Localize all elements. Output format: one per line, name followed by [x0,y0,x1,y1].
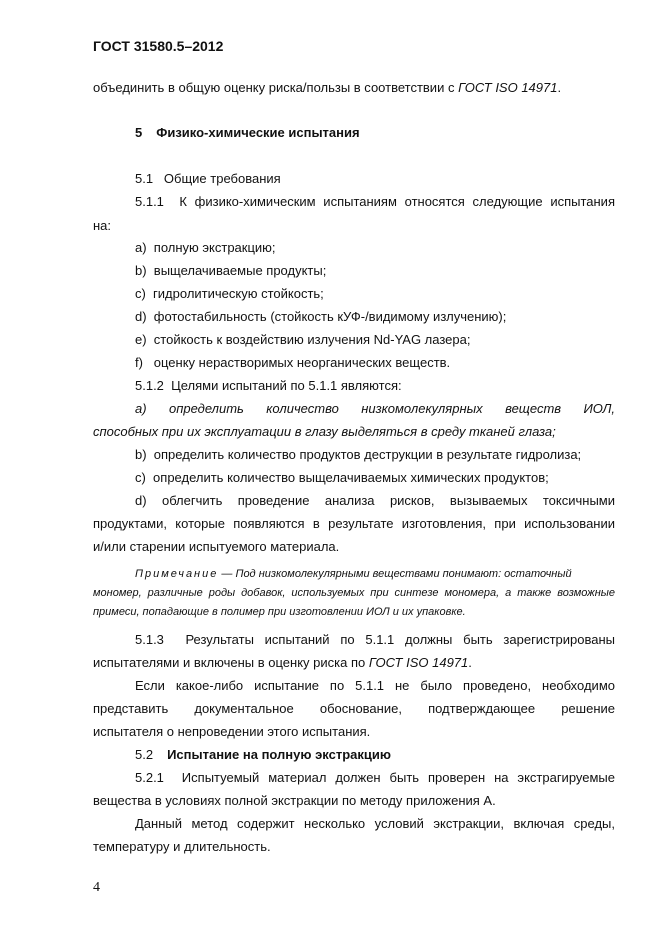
paragraph-5-1-1-line-1: 5.1.1 К физико-химическим испытаниям относятся следующие испытания [135,194,615,209]
test-item-f: f) оценку нерастворимых неорганических веществ. [135,355,451,370]
paragraph-5-1-1-line-2: на: [93,218,112,233]
goal-c: c) определить количество выщелачиваемых химических продуктов; [135,470,549,485]
missing-test-line-1: Если какое-либо испытание по 5.1.1 не было проведено, необходимо [135,678,615,693]
test-item-e: e) стойкость к воздействию излучения Nd-YAG лазера; [135,332,471,347]
goal-d-line-3: и/или старении испытуемого материала. [93,539,340,554]
paragraph-5-2-1-line-2: вещества в условиях полной экстракции по методу приложения А. [93,793,496,808]
intro-paragraph: объединить в общую оценку риска/пользы в соответствии с ГОСТ ISO 14971. [93,80,562,95]
subsection-5-2-heading [135,747,391,763]
test-item-a: a) полную экстракцию; [135,240,276,255]
goal-b: b) определить количество продуктов деструкции в результате гидролиза; [135,447,582,462]
note-label: Примечание [135,568,219,580]
s513-standard-ref: ГОСТ ISO 14971 [368,655,469,670]
method-line-2: температуру и длительность. [93,839,271,854]
section-5-heading [135,125,360,141]
missing-test-line-3: испытателя о непроведении этого испытания. [93,724,371,739]
intro-standard-ref: ГОСТ ISO 14971 [458,80,558,95]
paragraph-5-2-1-line-1: 5.2.1 Испытуемый материал должен быть проверен на экстрагируемые [135,770,615,785]
test-item-c: c) гидролитическую стойкость; [135,286,324,301]
goal-a-line-2: способных при их эксплуатации в глазу выделяться в среду тканей глаза; [93,424,556,439]
missing-test-line-2: представить документальное обоснование, подтверждающее решение [93,701,615,716]
test-item-d: d) фотостабильность (стойкость кУФ-/видимому излучению); [135,309,507,324]
goal-a-line-1: а) определить количество низкомолекулярных веществ ИОЛ, [135,401,615,416]
page-number: 4 [93,880,100,895]
subsection-5-1-heading: 5.1 Общие требования [135,171,281,186]
subsection-5-2-title: Испытание на полную экстракцию [167,747,391,762]
paragraph-5-1-3-line-2: испытателями и включены в оценку риска по ГОСТ ISO 14971. [93,655,472,670]
note-line-1: Примечание — Под низкомолекулярными веществами понимают: остаточный [135,568,572,580]
method-line-1: Данный метод содержит несколько условий экстракции, включая среды, [135,816,615,831]
goal-d-line-2: продуктами, которые появляются в результате изготовления, при использовании [93,516,615,531]
section-5-title: Физико-химические испытания [156,125,360,140]
note-line-2: мономер, различные роды добавок, используемых при синтезе мономера, а также возможные [93,587,615,599]
paragraph-5-1-2: 5.1.2 Целями испытаний по 5.1.1 являются: [135,378,402,393]
subsection-5-2-number: 5.2 [135,747,154,762]
document-header: ГОСТ 31580.5–2012 [93,38,224,54]
test-item-b: b) выщелачиваемые продукты; [135,263,327,278]
note-line-3: примеси, попадающие в полимер при изготовлении ИОЛ и их упаковке. [93,606,466,618]
section-5-number: 5 [135,125,143,140]
goal-d-line-1: d) облегчить проведение анализа рисков, вызываемых токсичными [135,493,615,508]
paragraph-5-1-3-line-1: 5.1.3 Результаты испытаний по 5.1.1 должны быть зарегистрированы [135,632,615,647]
